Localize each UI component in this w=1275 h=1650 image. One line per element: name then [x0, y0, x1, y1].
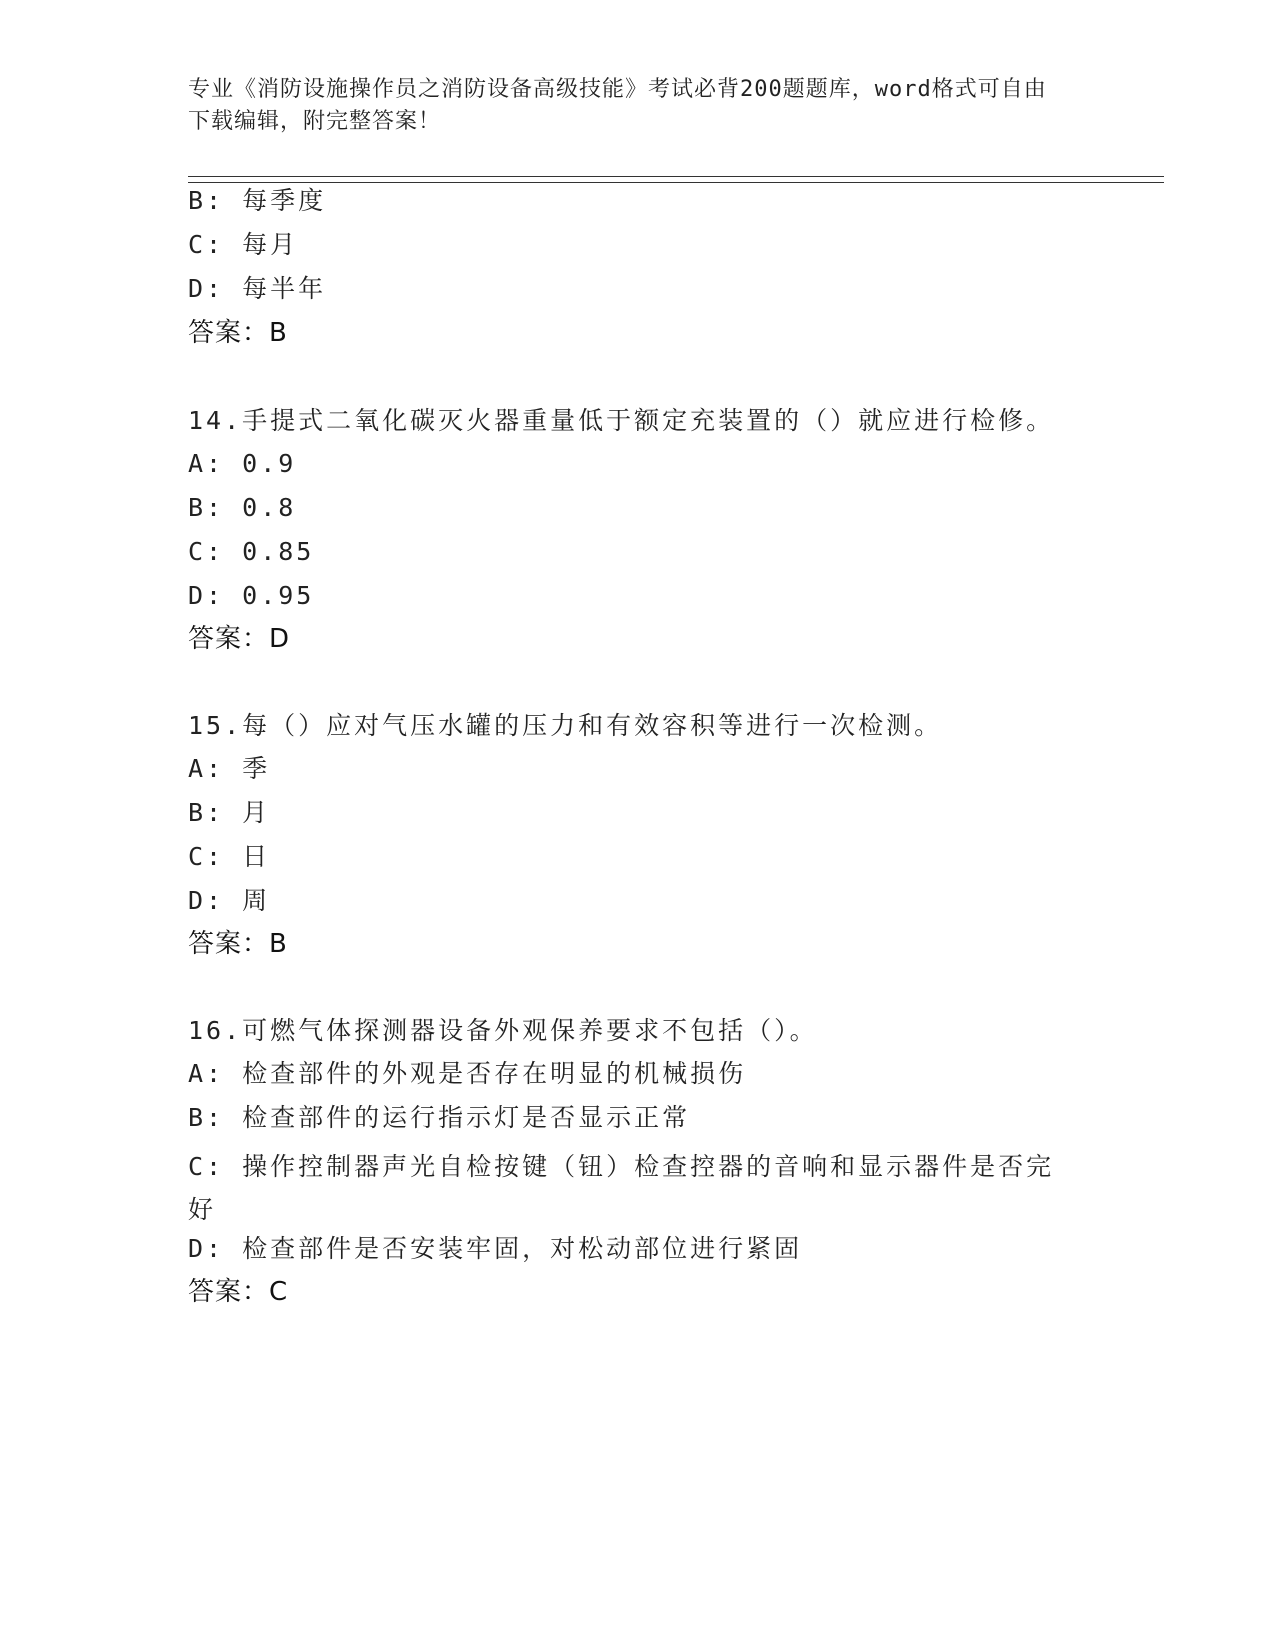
option-b: B: 每季度 — [188, 186, 327, 215]
option-c: C: 0.85 — [188, 537, 315, 566]
option-d: D: 周 — [188, 886, 271, 915]
option-d: D: 每半年 — [188, 274, 327, 303]
option-b: B: 检查部件的运行指示灯是否显示正常 — [188, 1103, 691, 1132]
option-b: B: 0.8 — [188, 493, 297, 522]
answer-line: 答案：B — [188, 318, 288, 348]
question-stem: 16.可燃气体探测器设备外观保养要求不包括（）。 — [188, 1016, 818, 1045]
option-d: D: 0.95 — [188, 581, 315, 610]
option-d: D: 检查部件是否安装牢固，对松动部位进行紧固 — [188, 1234, 803, 1263]
document-header: 专业《消防设施操作员之消防设备高级技能》考试必背200题题库，word格式可自由下载编辑，附完整答案！ — [188, 77, 1047, 134]
answer-line: 答案：B — [188, 929, 288, 959]
answer-line: 答案：D — [188, 624, 291, 654]
option-b: B: 月 — [188, 798, 271, 827]
option-a: A: 0.9 — [188, 449, 297, 478]
question-stem: 14.手提式二氧化碳灭火器重量低于额定充装置的（）就应进行检修。 — [188, 406, 1055, 435]
option-c: C: 每月 — [188, 230, 299, 259]
option-a: A: 季 — [188, 754, 271, 783]
answer-line: 答案：C — [188, 1277, 289, 1307]
question-stem: 15.每（）应对气压水罐的压力和有效容积等进行一次检测。 — [188, 711, 943, 740]
option-c: C: 日 — [188, 842, 271, 871]
option-a: A: 检查部件的外观是否存在明显的机械损伤 — [188, 1059, 747, 1088]
option-c: C: 操作控制器声光自检按键（钮）检查控器的音响和显示器件是否完好 — [188, 1152, 1055, 1224]
header-divider — [188, 176, 1164, 183]
